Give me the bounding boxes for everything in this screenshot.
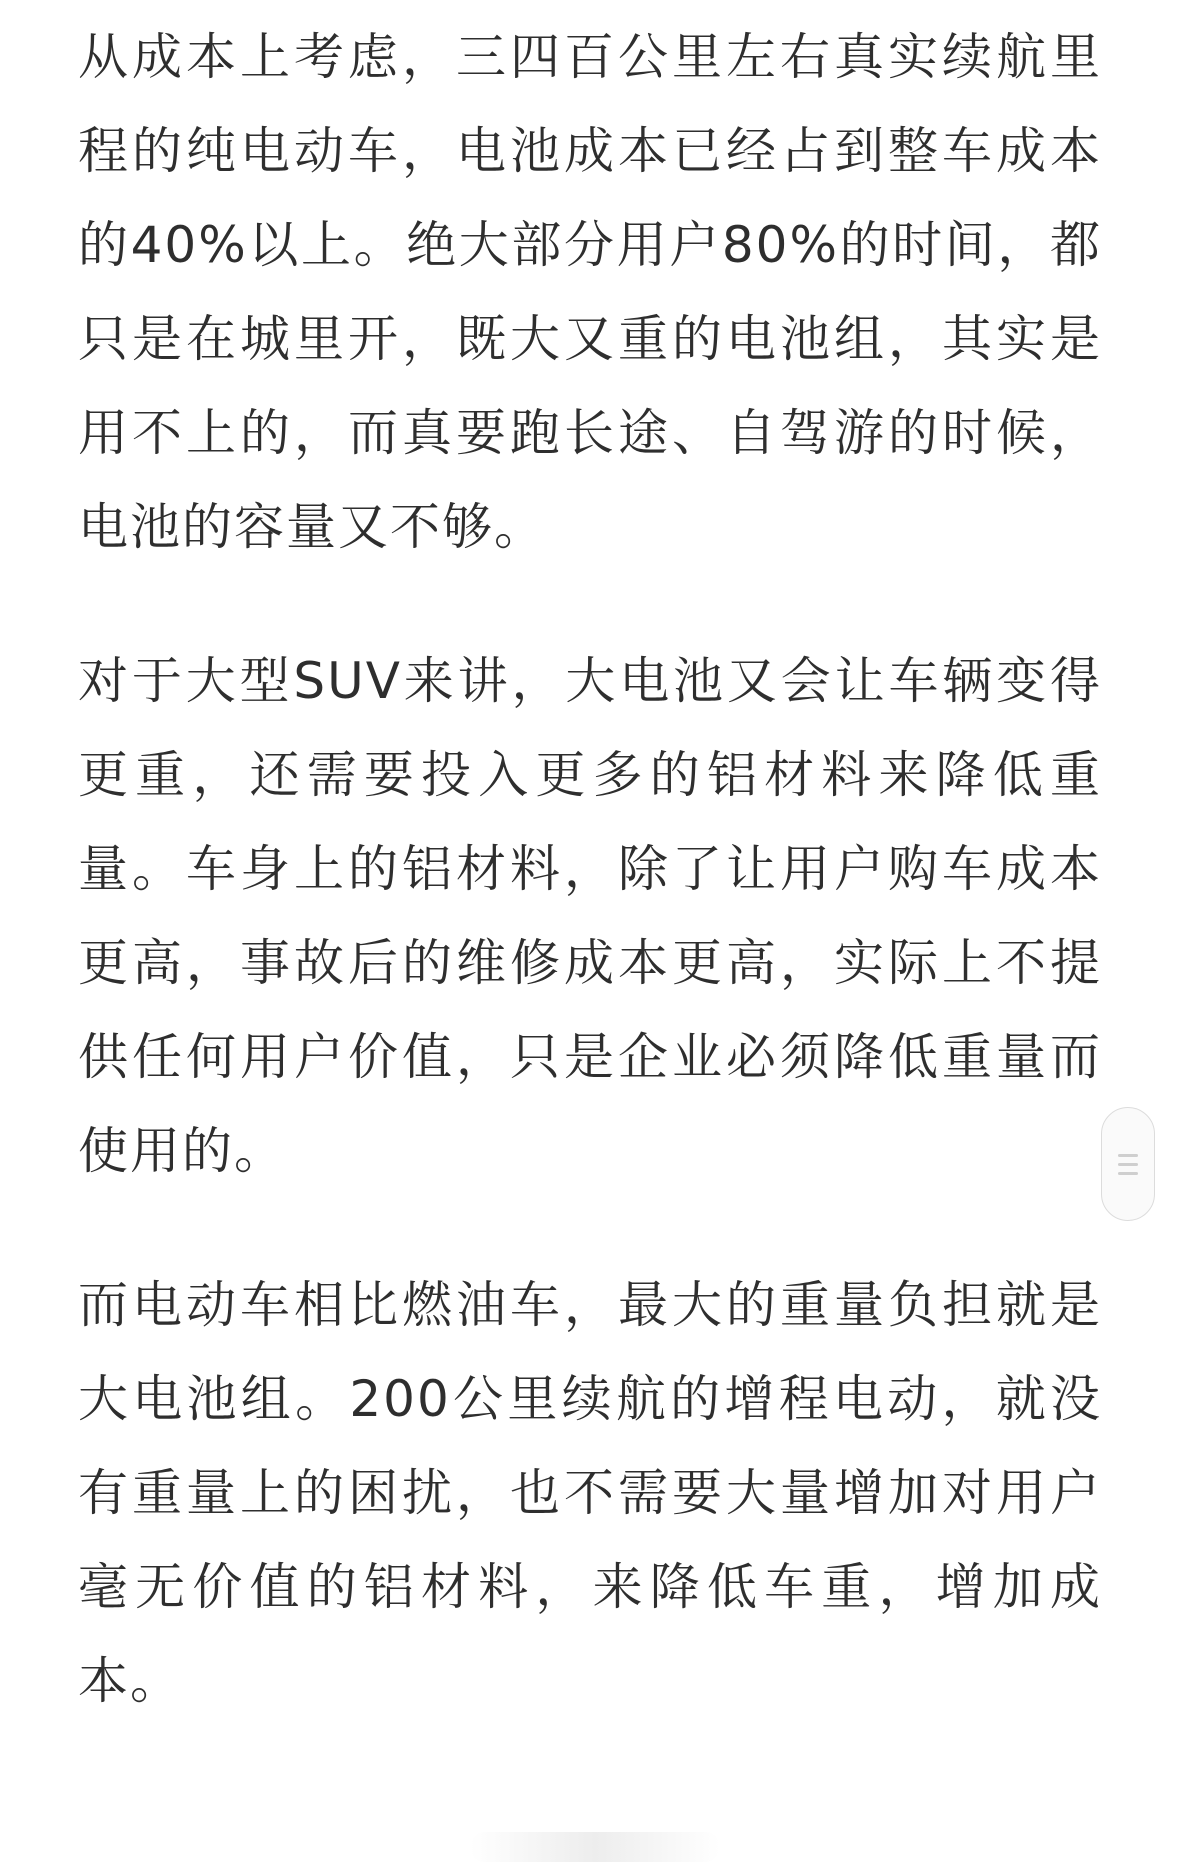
scroll-handle[interactable] xyxy=(1101,1107,1155,1221)
bottom-watermark xyxy=(470,1832,720,1862)
scroll-grip-icon xyxy=(1118,1154,1138,1157)
scroll-grip-icon xyxy=(1118,1163,1138,1166)
article-paragraph-3: 而电动车相比燃油车，最大的重量负担就是大电池组。200公里续航的增程电动，就没有重量上的困扰，也不需要大量增加对用户毫无价值的铝材料，来降低车重，增加成本。 xyxy=(78,1276,1102,1710)
article-paragraph-2: 对于大型SUV来讲，大电池又会让车辆变得更重，还需要投入更多的铝材料来降低重量。车身上的铝材料，除了让用户购车成本更高，事故后的维修成本更高，实际上不提供任何用户价值，只是企业必须降低重量而使用的。 xyxy=(78,652,1102,1180)
scroll-grip-icon xyxy=(1118,1172,1138,1175)
article-body xyxy=(78,10,1102,1728)
article-paragraph-1: 从成本上考虑，三四百公里左右真实续航里程的纯电动车，电池成本已经占到整车成本的40%以上。绝大部分用户80%的时间，都只是在城里开，既大又重的电池组，其实是用不上的，而真要跑长途、自驾游的时候，电池的容量又不够。 xyxy=(78,28,1102,556)
